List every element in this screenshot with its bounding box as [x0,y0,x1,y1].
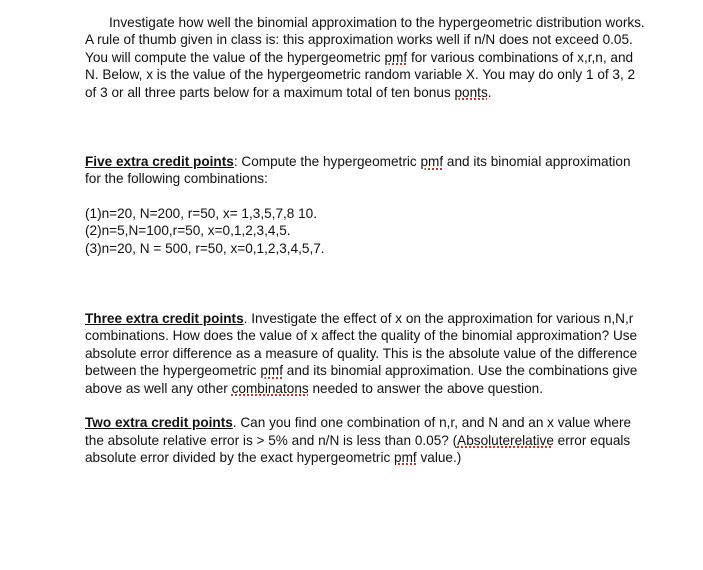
combination-1: (1)n=20, N=200, r=50, x= 1,3,5,7,8 10. [85,205,318,221]
intro-text-2: for various combinations of x,r,n, and N. Below, x is the value of the hypergeometric random variable X. You may do only 1 of 3, 2 of 3 or all three parts below for a maximum total of ten bonus [85,49,636,100]
part2-paragraph [85,310,645,397]
misspelled-word: combinatons [231,380,309,396]
part1-heading: Five extra credit points [85,154,234,170]
intro-text-3: . [487,84,492,100]
misspelled-word: pmf [394,449,417,465]
part3-text-1: . Can you find one combination of n,r, and N and an x value where the absolute relative error is > 5% and n/N is less than 0.05? ( [85,415,632,448]
misspelled-word: Absoluterelative [457,432,554,448]
misspelled-word: pmf [420,154,444,170]
intro-paragraph [85,14,645,101]
part2-text-2: and its binomial approximation. Use the combinations give above as well any other [85,363,638,396]
part3-text-2: error equals absolute error divided by the exact hypergeometric [85,432,631,465]
combination-3: (3)n=20, N = 500, r=50, x=0,1,2,3,4,5,7. [85,240,325,256]
part2-text-1: . Investigate the effect of x on the approximation for various n,N,r combinations. How does the value of x affect the quality of the binomial approximation? Use absolute error difference as a measure of quality. This is the absolute value of the difference between the hypergeometric [85,311,638,379]
misspelled-word: pmf [260,363,283,379]
intro-text-1: Investigate how well the binomial approximation to the hypergeometric distribution works. A rule of thumb given in class is: this approximation works well if n/N does not exceed 0.05. You will compute the value of the hypergeometric [85,15,645,65]
misspelled-word: ponts [454,84,488,100]
part1-paragraph [85,153,645,188]
document-body [85,14,645,466]
misspelled-word: pmf [384,49,408,65]
part3-heading: Two extra credit points [85,415,233,431]
part2-text-3: needed to answer the above question. [308,380,543,396]
part3-paragraph [85,414,645,466]
part2-heading: Three extra credit points [85,311,244,327]
part1-text-1: : Compute the hypergeometric [233,154,421,170]
combination-2: (2)n=5,N=100,r=50, x=0,1,2,3,4,5. [85,223,291,239]
part1-text-2: and its binomial approximation for the following combinations: [85,154,631,187]
part3-text-3: value.) [416,449,462,465]
